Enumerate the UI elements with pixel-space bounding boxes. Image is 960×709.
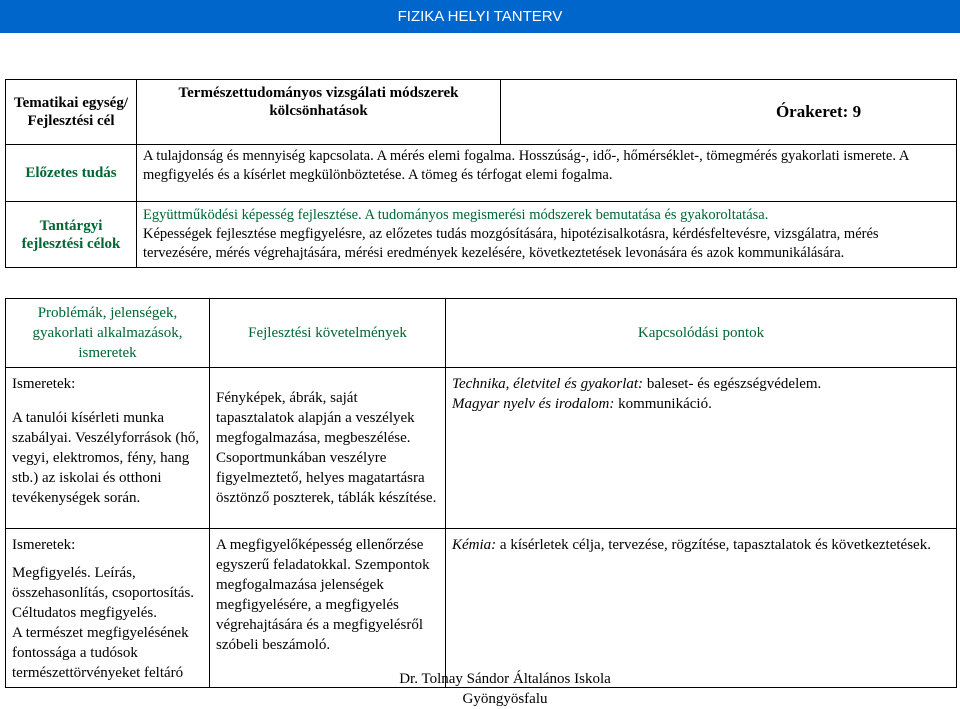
row2-requirements-text: A megfigyelőképesség ellenőrzése egyszerű feladatokkal. Szempontok megfogalmazása jelenségek megfigyelésére, a megfigyelés végrehajtására és a megfigyelésről szóbeli beszámoló.: [216, 537, 430, 653]
goals-label: Tantárgyi fejlesztési célok: [6, 202, 137, 268]
row1-link-1-subject: Technika, életvitel és gyakorlat:: [452, 376, 644, 392]
topic-label: Tematikai egység/ Fejlesztési cél: [6, 80, 137, 145]
row1-requirements-text: Fényképek, ábrák, saját tapasztalatok alapján a veszélyek megfogalmazása, megbeszélése. Csoportmunkában veszélyre figyelmeztető, helyes magatartásra ösztönző poszterek, táblák készítése.: [216, 390, 437, 506]
col-header-links: Kapcsolódási pontok: [446, 299, 957, 368]
row2-link-1: [452, 535, 950, 555]
row2-requirements: [210, 529, 446, 688]
topic-table: [5, 79, 957, 268]
topic-row: [6, 80, 957, 145]
goals-line-1: Együttműködési képesség fejlesztése. A tudományos megismerési módszerek bemutatása és gyakoroltatása.: [143, 207, 769, 223]
row1-knowledge-label: Ismeretek:: [12, 376, 76, 392]
row2-links: [446, 529, 957, 688]
row2-knowledge-text-1: Megfigyelés. Leírás, összehasonlítás, csoportosítás. Céltudatos megfigyelés.: [12, 565, 195, 621]
goals-line-2: Képességek fejlesztése megfigyelésre, az előzetes tudás mozgósítására, hipotézisalkotásra, kérdésfeltevésre, vizsgálatra, mérés tervezésére, mérés végrehajtására, mérési eredmények kezelésére, következtetések levonására és azok kommunikálására.: [143, 226, 879, 261]
goals-row: [6, 202, 957, 268]
row1-link-2-subject: Magyar nyelv és irodalom:: [452, 396, 615, 412]
row1-link-1-text: baleset- és egészségvédelem.: [646, 376, 822, 392]
prior-knowledge-text: A tulajdonság és mennyiség kapcsolata. A mérés elemi fogalma. Hosszúság-, idő-, hőmérséklet-, tömegmérés gyakorlati ismerete. A megfigyelés és a kísérlet megkülönböztetése. A tömeg és térfogat elemi fogalma.: [137, 145, 957, 202]
content-header-row: [6, 299, 957, 368]
row2-knowledge: [6, 529, 210, 688]
topic-title: Természettudományos vizsgálati módszerek kölcsönhatások: [137, 80, 501, 145]
document-header: [0, 0, 960, 33]
row1-links: [446, 368, 957, 529]
prior-knowledge-label: Előzetes tudás: [6, 145, 137, 202]
row1-link-2: [452, 394, 950, 414]
row1-requirements: [210, 368, 446, 529]
row2-link-1-text: a kísérletek célja, tervezése, rögzítése, tapasztalatok és következtetések.: [499, 537, 931, 553]
row1-link-1: [452, 374, 950, 394]
hours-label: Órakeret:: [775, 102, 849, 121]
row2-link-1-subject: Kémia:: [452, 537, 497, 553]
content-row-2: [6, 529, 957, 688]
prior-knowledge-row: [6, 145, 957, 202]
col-header-requirements: Fejlesztési követelmények: [210, 299, 446, 368]
row2-knowledge-text-2: A természet megfigyelésének fontossága a tudósok természettörvényeket feltáró: [12, 625, 189, 681]
content-row-1: [6, 368, 957, 529]
content-table: [5, 298, 957, 688]
hours-value: 9: [852, 102, 862, 121]
footer-line-1: Dr. Tolnay Sándor Általános Iskola: [399, 671, 611, 687]
footer-line-2: Gyöngyösfalu: [462, 691, 548, 707]
col-header-problems: Problémák, jelenségek, gyakorlati alkalmazások, ismeretek: [6, 299, 210, 368]
header-title: FIZIKA HELYI TANTERV: [397, 8, 563, 25]
row1-knowledge-text: A tanulói kísérleti munka szabályai. Veszélyforrások (hő, vegyi, elektromos, fény, hang stb.) az iskolai és otthoni tevékenységek során.: [12, 410, 200, 506]
row2-knowledge-label: Ismeretek:: [12, 537, 76, 553]
row1-knowledge: [6, 368, 210, 529]
goals-cell: [137, 202, 957, 268]
hours-cell: [501, 80, 957, 145]
row1-link-2-text: kommunikáció.: [618, 396, 712, 412]
document-footer: [355, 669, 655, 709]
